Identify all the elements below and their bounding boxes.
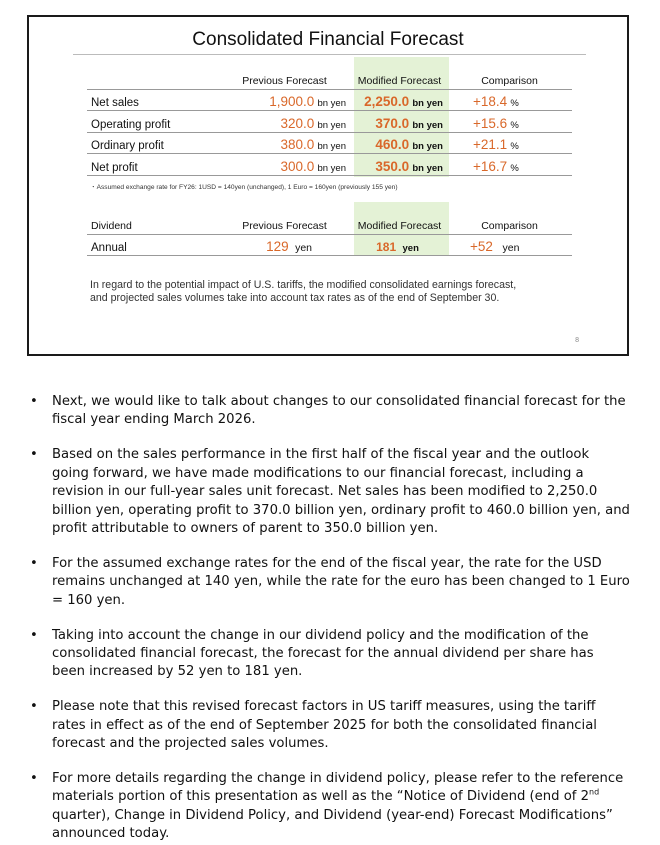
modified-unit: bn yen: [412, 162, 443, 174]
row-label: Net profit: [87, 154, 217, 176]
table-row: [87, 111, 572, 133]
note-text: Please note that this revised forecast factors in US tariff measures, using the tariff rates in effect as of the end of September 2025 for both the consolidated financial forecast and the projected sales volumes.: [52, 699, 597, 752]
comparison-unit: yen: [502, 242, 520, 254]
page-number: 8: [575, 337, 579, 344]
header-modified: Modified Forecast: [352, 70, 447, 89]
header-modified: Modified Forecast: [352, 215, 447, 234]
comparison-value: +16.7: [473, 158, 508, 174]
previous-unit: bn yen: [317, 162, 346, 174]
previous-cell: [217, 111, 352, 133]
header-label: [87, 70, 217, 89]
modified-value: 370.0: [375, 115, 410, 131]
modified-unit: bn yen: [412, 141, 443, 152]
previous-cell: [217, 234, 352, 256]
previous-unit: bn yen: [317, 98, 346, 109]
header-previous: Previous Forecast: [217, 70, 352, 89]
table-row: [87, 132, 572, 154]
comparison-cell: [447, 132, 572, 154]
header-dividend: Dividend: [87, 215, 217, 234]
modified-value: 460.0: [375, 137, 410, 152]
comparison-unit: %: [510, 141, 519, 152]
modified-cell: [352, 132, 447, 154]
dividend-table: [87, 215, 572, 256]
previous-cell: [217, 132, 352, 154]
list-item: [30, 393, 630, 430]
speaker-notes: [30, 393, 630, 845]
modified-value: 181: [376, 240, 397, 254]
tariff-note: [90, 279, 570, 305]
comparison-value: +18.4: [473, 94, 508, 109]
previous-cell: [217, 89, 352, 111]
note-text: Next, we would like to talk about changes to our consolidated financial forecast for the fiscal year ending March 2026.: [52, 394, 626, 428]
exchange-rate-note: ・Assumed exchange rate for FY26: 1USD = 140yen (unchanged), 1 Euro = 160yen (previously 155 yen): [90, 184, 398, 191]
note-text: Taking into account the change in our dividend policy and the modification of the consolidated financial forecast, the forecast for the annual dividend per share has been increased by 52 yen to 181 yen.: [52, 627, 594, 680]
comparison-cell: [447, 154, 572, 176]
comparison-value: +15.6: [473, 115, 508, 131]
modified-cell: [352, 154, 447, 176]
modified-cell: [352, 89, 447, 111]
slide-frame: [27, 15, 629, 356]
comparison-value: +21.1: [473, 137, 508, 152]
note-text: quarter), Change in Dividend Policy, and Dividend (year-end) Forecast Modifications” announced today.: [52, 807, 613, 842]
header-comparison: Comparison: [447, 215, 572, 234]
bullet: •: [30, 447, 38, 463]
previous-value: 1,900.0: [269, 94, 315, 109]
header-previous: Previous Forecast: [217, 215, 352, 234]
row-label: Net sales: [87, 89, 217, 111]
note-text: For more details regarding the change in dividend policy, please refer to the reference materials portion of this presentation as well as the “Notice of Dividend (end of 2: [52, 771, 624, 805]
header-comparison: Comparison: [447, 70, 572, 89]
slide-title: Consolidated Financial Forecast: [192, 29, 464, 50]
bullet: •: [30, 627, 38, 643]
comparison-unit: %: [510, 119, 519, 131]
comparison-cell: [447, 234, 572, 256]
bullet: •: [30, 555, 38, 571]
modified-cell: [352, 234, 447, 256]
previous-unit: bn yen: [317, 141, 346, 152]
bullet: •: [30, 699, 38, 715]
table-row: [87, 89, 572, 111]
previous-unit: bn yen: [317, 119, 346, 131]
bullet: •: [30, 771, 38, 786]
table-row: [87, 154, 572, 176]
comparison-unit: %: [510, 98, 519, 109]
modified-cell: [352, 111, 447, 133]
previous-value: 300.0: [280, 158, 315, 174]
previous-value: 320.0: [280, 115, 315, 131]
previous-value: 380.0: [280, 137, 315, 152]
previous-cell: [217, 154, 352, 176]
modified-value: 350.0: [375, 158, 410, 174]
list-item: [30, 698, 630, 753]
comparison-value: +52: [470, 239, 493, 254]
previous-value: 129: [266, 239, 289, 254]
comparison-cell: [447, 89, 572, 111]
note-text: For the assumed exchange rates for the end of the fiscal year, the rate for the USD remains unchanged at 140 yen, while the rate for the euro has been changed to 1 Euro = 160 yen.: [52, 555, 630, 608]
row-label: Ordinary profit: [87, 132, 217, 154]
note-text: Based on the sales performance in the first half of the fiscal year and the outlook going forward, we have made modifications to our financial forecast, including a revision in our full-year sales unit forecast. Net sales has been modified to 2,250.0 billion yen, operating profit to 370.0 billion yen, ordinary profit to 460.0 billion yen, and profit attributable to owners of parent to 350.0 billion yen.: [52, 447, 630, 536]
row-label: Operating profit: [87, 111, 217, 133]
financial-forecast-table: [87, 70, 572, 176]
comparison-cell: [447, 111, 572, 133]
table-row: [87, 234, 572, 256]
list-item: [30, 770, 630, 844]
bullet: •: [30, 394, 38, 409]
list-item: [30, 446, 630, 538]
list-item: [30, 555, 630, 610]
tariff-note-line: In regard to the potential impact of U.S. tariffs, the modified consolidated earnings forecast,: [90, 279, 517, 291]
modified-unit: bn yen: [412, 119, 443, 131]
comparison-unit: %: [510, 162, 519, 174]
modified-unit: yen: [402, 243, 419, 254]
tariff-note-line: and projected sales volumes take into account tax rates as of the end of September 30.: [90, 292, 500, 304]
list-item: [30, 627, 630, 682]
row-label: Annual: [87, 234, 217, 256]
title-divider: [73, 54, 586, 55]
previous-unit: yen: [295, 242, 312, 254]
modified-unit: bn yen: [412, 98, 443, 109]
modified-value: 2,250.0: [364, 94, 410, 109]
superscript: nd: [589, 788, 600, 798]
